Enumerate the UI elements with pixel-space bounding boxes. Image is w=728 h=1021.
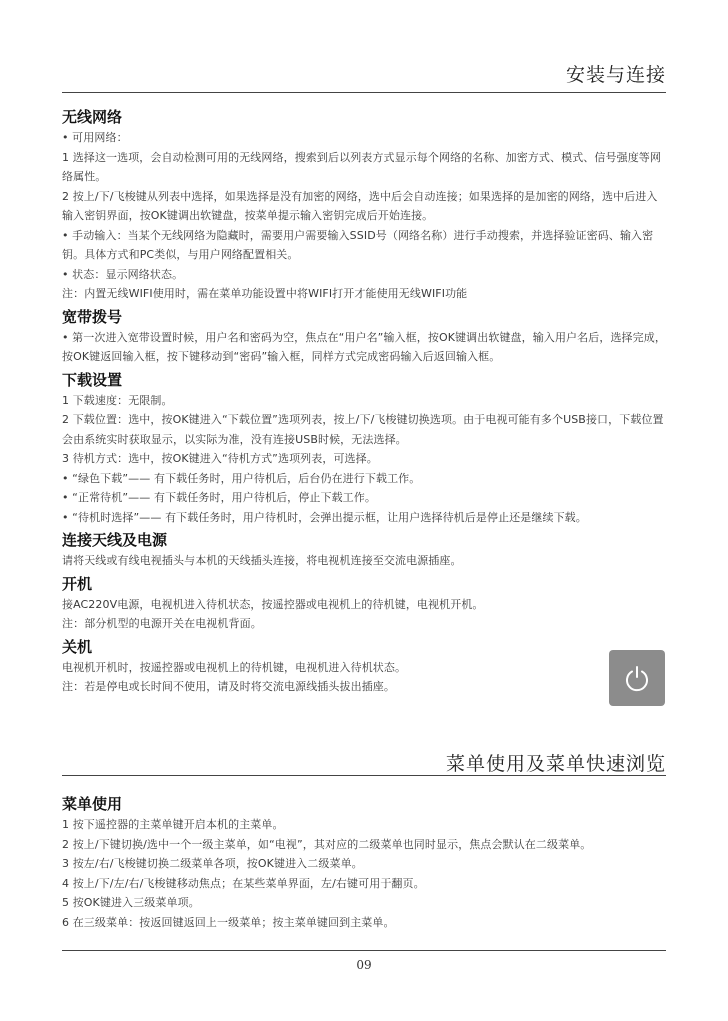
paragraph: • “正常待机”—— 有下载任务时，用户待机后，停止下载工作。 — [62, 491, 376, 504]
note: 注：部分机型的电源开关在电视机背面。 — [62, 617, 262, 630]
chapter-title: 安装与连接 — [565, 64, 666, 86]
section-antenna-power — [62, 529, 668, 571]
footer-rule — [62, 950, 666, 951]
paragraph: 2 下载位置：选中，按OK键进入“下载位置”选项列表，按上/下/飞梭键切换选项。由于电视可能有多个USB接口，下载位置会由系统实时获取显示，以实际为准，没有连接USB时候，无法选择。 — [62, 413, 664, 446]
section-heading: 开机 — [62, 574, 93, 593]
paragraph: • 状态：显示网络状态。 — [62, 267, 184, 281]
paragraph: 电视机开机时，按遥控器或电视机上的待机键，电视机进入待机状态。 — [62, 660, 407, 674]
paragraph: 2 按上/下键切换/选中一个一级主菜单，如“电视”，其对应的二级菜单也同时显示，焦点会默认在二级菜单。 — [62, 837, 592, 851]
paragraph: • 手动输入：当某个无线网络为隐藏时，需要用户需要输入SSID号（网络名称）进行手动搜索，并选择验证密码、输入密钥。具体方式和PC类似，与用户网络配置相关。 — [62, 228, 654, 261]
section-list — [62, 104, 668, 697]
paragraph: • 可用网络： — [62, 131, 128, 144]
header-rule — [62, 92, 666, 93]
paragraph: 2 按上/下/飞梭键从列表中选择，如果选择是没有加密的网络，选中后会自动连接；如果选择的是加密的网络，选中后进入输入密钥界面，按OK键调出软键盘，按菜单提示输入密钥完成后开始连接。 — [62, 189, 658, 222]
note: 注：若是停电或长时间不使用，请及时将交流电源线插头拔出插座。 — [62, 680, 395, 693]
paragraph: • “待机时选择”—— 有下载任务时，用户待机时，会弹出提示框，让用户选择待机后是停止还是继续下载。 — [62, 510, 587, 524]
power-button-illustration — [609, 650, 665, 706]
section-heading: 无线网络 — [62, 108, 123, 126]
section-heading: 菜单使用 — [62, 795, 123, 813]
section-menu-usage — [62, 791, 668, 932]
section-heading: 下载设置 — [62, 370, 123, 389]
paragraph: 请将天线或有线电视插头与本机的天线插头连接，将电视机连接至交流电源插座。 — [62, 554, 462, 567]
section-download — [62, 369, 668, 528]
paragraph: 1 按下遥控器的主菜单键开启本机的主菜单。 — [62, 818, 284, 831]
section-heading: 宽带拨号 — [62, 307, 123, 326]
section-wireless — [62, 106, 668, 304]
paragraph: 1 下载速度：无限制。 — [62, 393, 173, 407]
section-heading: 关机 — [62, 637, 93, 656]
paragraph: 3 待机方式：选中，按OK键进入“待机方式”选项列表，可选择。 — [62, 452, 378, 465]
paragraph: 4 按上/下/左/右/飞梭键移动焦点；在某些菜单界面，左/右键可用于翻页。 — [62, 876, 425, 890]
subsection-title: 菜单使用及菜单快速浏览 — [445, 753, 666, 775]
section-heading: 连接天线及电源 — [62, 531, 168, 549]
section-power-on — [62, 573, 668, 634]
paragraph: 1 选择这一选项，会自动检测可用的无线网络，搜索到后以列表方式显示每个网络的名称、加密方式、模式、信号强度等网络属性。 — [62, 150, 661, 183]
paragraph: • “绿色下载”—— 有下载任务时，用户待机后，后台仍在进行下载工作。 — [62, 471, 421, 485]
subsection-rule — [62, 775, 666, 776]
section-broadband — [62, 306, 668, 367]
paragraph: • 第一次进入宽带设置时候，用户名和密码为空，焦点在“用户名”输入框，按OK键调出软键盘，输入用户名后，选择完成，按OK键返回输入框，按下键移动到“密码”输入框，同样方式完成密码输入后返回输入框。 — [62, 330, 666, 363]
page-number: 09 — [356, 958, 372, 972]
paragraph: 3 按左/右/飞梭键切换二级菜单各项，按OK键进入二级菜单。 — [62, 857, 363, 870]
paragraph: 接AC220V电源，电视机进入待机状态，按遥控器或电视机上的待机键，电视机开机。 — [62, 597, 484, 611]
paragraph: 6 在三级菜单：按返回键返回上一级菜单；按主菜单键回到主菜单。 — [62, 915, 395, 929]
note: 注：内置无线WIFI使用时，需在菜单功能设置中将WIFI打开才能使用无线WIFI功能 — [62, 287, 468, 300]
paragraph: 5 按OK键进入三级菜单项。 — [62, 896, 200, 909]
section-power-off — [62, 636, 668, 697]
power-icon — [623, 664, 651, 692]
